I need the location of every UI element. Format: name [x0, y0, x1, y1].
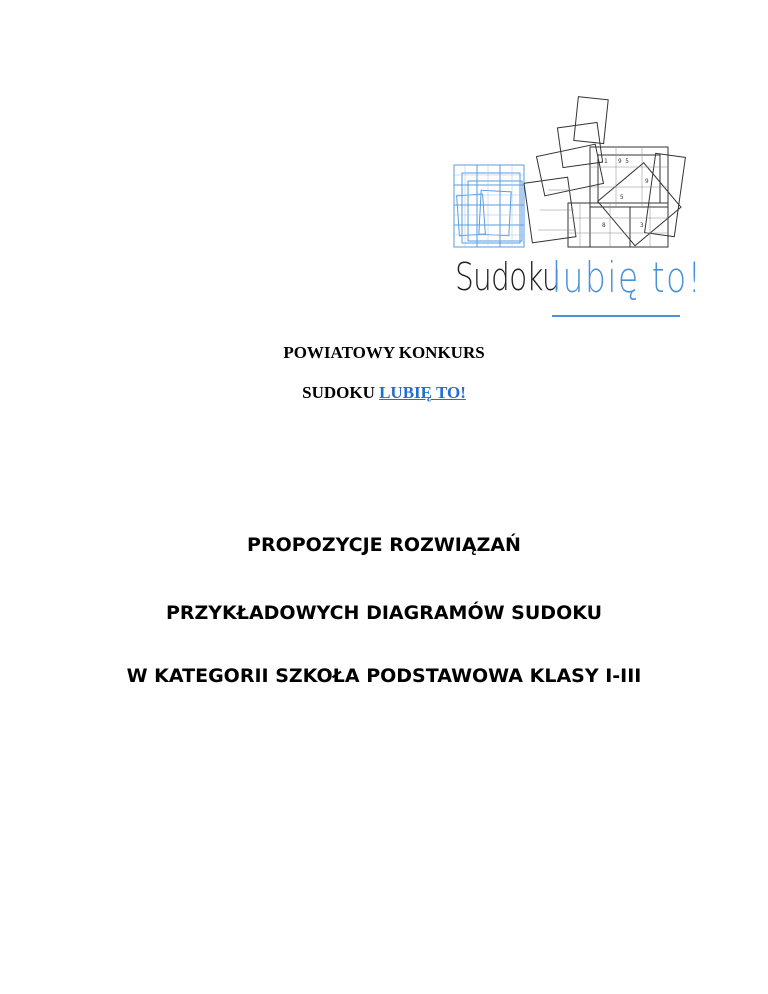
thumbs-up-sudoku-grids-icon [440, 95, 700, 255]
svg-text:5: 5 [620, 194, 624, 201]
contest-title-line-1: POWIATOWY KONKURS [283, 343, 485, 362]
svg-text:3: 3 [640, 222, 644, 229]
svg-text:8: 8 [602, 222, 606, 229]
svg-text:1: 1 [604, 158, 608, 165]
logo-sudoku-word: Sudoku [455, 255, 560, 299]
contest-title-line-2 [0, 383, 768, 403]
contest-title-prefix: SUDOKU [302, 383, 380, 402]
logo-underline [552, 315, 680, 317]
heading-line-3: W KATEGORII SZKOŁA PODSTAWOWA KLASY I-III [126, 665, 642, 687]
svg-text:9 5: 9 5 [618, 158, 629, 165]
logo-lubie-to-word: lubię to! [552, 253, 703, 302]
heading-line-1: PROPOZYCJE ROZWIĄZAŃ [247, 534, 521, 556]
heading-line-2: PRZYKŁADOWYCH DIAGRAMÓW SUDOKU [165, 602, 603, 624]
svg-text:9: 9 [645, 178, 649, 185]
sudoku-logo [440, 95, 703, 330]
contest-title-link[interactable]: LUBIĘ TO! [379, 383, 466, 402]
